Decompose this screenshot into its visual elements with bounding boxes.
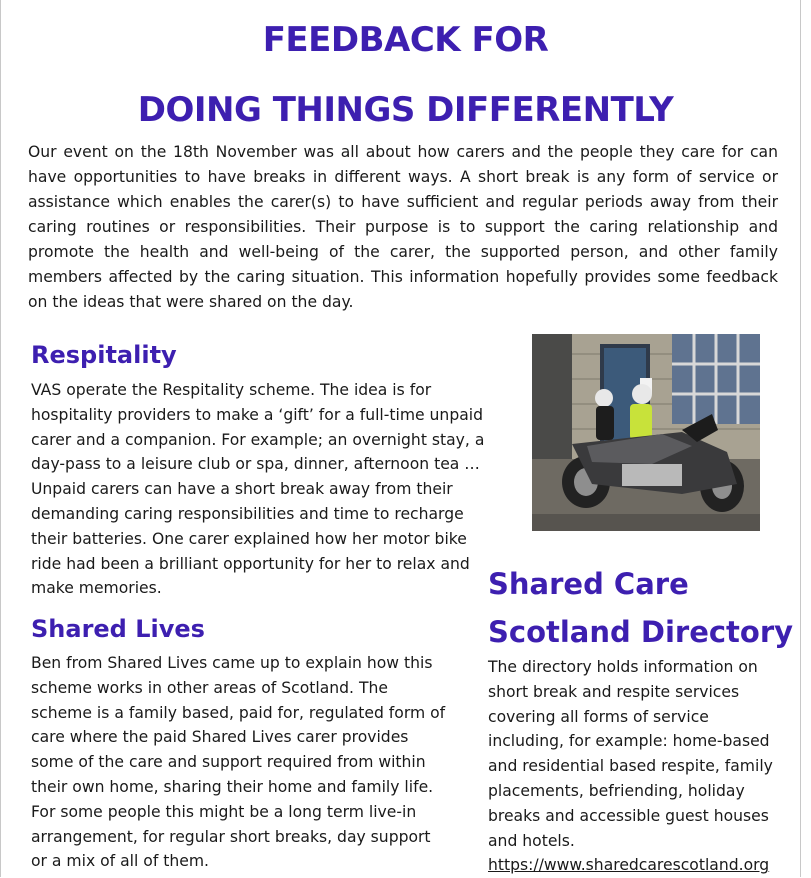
respitality-body: VAS operate the Respitality scheme. The idea is for hospitality providers to make a ‘gift’ for a full-time unpaid carer and a companion. For example; an overnight stay, a day-pass to a leisure club or spa, dinner, afternoon tea … Unpaid carers can have a short break away from their demanding caring responsibilities and time to recharge their batteries. One carer explained how her motor bike ride had been a brilliant opportunity for her to relax and make memories. <box>31 381 485 598</box>
shared-care-body-list: home-based and residential based respite, family placements, befriending, holiday breaks and accessible guest houses and hotels. <box>488 732 773 850</box>
shared-care-heading-line1: Shared Care <box>488 567 689 601</box>
shared-lives-body: Ben from Shared Lives came up to explain how this scheme works in other areas of Scotland. The scheme is a family based, paid for, regulated form of care where the paid Shared Lives carer provides some of the care and support required from within their own home, sharing their home and family life. For some people this might be a long term live-in arrangement, for regular short breaks, day support or a mix of all of them. <box>31 654 446 871</box>
page-left-edge <box>0 0 1 877</box>
page-right-edge <box>800 0 801 877</box>
shared-care-body <box>488 655 788 878</box>
motorbike-photo-icon <box>532 334 760 531</box>
shared-care-body-intro: The directory holds information on short break and respite services covering all forms of service including, for example: <box>488 658 758 751</box>
shared-care-link[interactable]: https://www.sharedcarescotland.org <box>488 856 770 875</box>
motorbike-photo <box>532 334 760 531</box>
intro-paragraph: Our event on the 18th November was all about how carers and the people they care for can have opportunities to have breaks in different ways. A short break is any form of service or assistance which enables the carer(s) to have sufficient and regular periods away from their caring routines or responsibilities. Their purpose is to support the caring relationship and promote the health and well-being of the carer, the supported person, and other family members affected by the caring situation. This information hopefully provides some feedback on the ideas that were shared on the day. <box>28 143 778 311</box>
shared-lives-heading: Shared Lives <box>31 615 205 643</box>
shared-care-heading <box>488 560 798 656</box>
page-title-line1: FEEDBACK FOR <box>262 20 549 60</box>
page-title-line2: DOING THINGS DIFFERENTLY <box>137 90 674 130</box>
respitality-heading: Respitality <box>31 341 177 369</box>
shared-care-heading-line2: Scotland Directory <box>488 615 794 649</box>
